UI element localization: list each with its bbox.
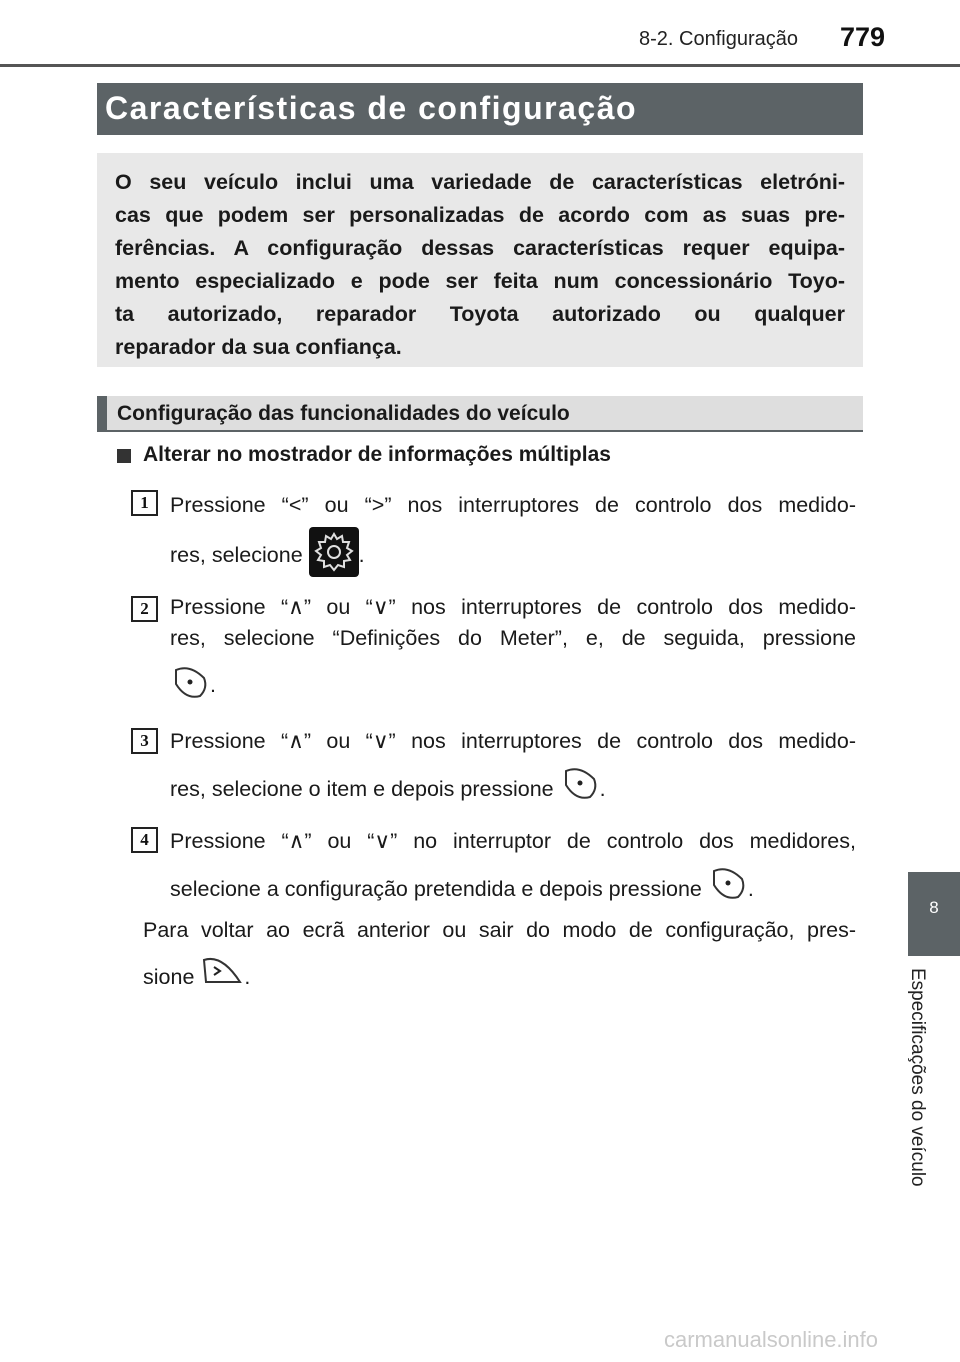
step-text: . xyxy=(747,877,754,902)
intro-line: mento especializado e pode ser feita num concessionário Toyo- xyxy=(115,269,845,293)
section-header: 8-2. Configuração xyxy=(639,28,798,50)
step-number: 2 xyxy=(131,596,158,622)
note-line: Para voltar ao ecrã anterior ou sair do modo de configuração, pres- xyxy=(143,918,856,942)
note-text: sione xyxy=(143,965,195,990)
note-text: . xyxy=(244,965,251,990)
subsection-bar xyxy=(97,396,863,432)
title-bar xyxy=(97,83,863,135)
step-4 xyxy=(170,820,856,918)
step-line xyxy=(170,662,856,711)
step-line xyxy=(170,763,856,818)
header-divider xyxy=(0,64,960,67)
watermark: carmanualsonline.info xyxy=(664,1327,879,1352)
page-title: Características de configuração xyxy=(105,90,638,126)
step-text: res, selecione o item e depois pressione xyxy=(170,777,554,802)
step-text: . xyxy=(358,543,365,567)
enter-button-icon xyxy=(170,662,210,711)
step-number: 4 xyxy=(131,827,158,853)
note xyxy=(143,908,856,1005)
intro-text xyxy=(115,166,845,364)
page-number: 779 xyxy=(840,22,886,52)
step-line: Pressione “∧” ou “∨” nos interruptores de controlo dos medido- xyxy=(170,595,856,619)
step-line: Pressione “<” ou “>” nos interruptores de controlo dos medido- xyxy=(170,493,856,517)
step-number: 1 xyxy=(131,490,158,516)
intro-line: ferências. A configuração dessas características requer equipa- xyxy=(115,236,845,260)
enter-button-icon xyxy=(560,763,600,818)
bullet-heading: Alterar no mostrador de informações múltiplas xyxy=(143,443,611,466)
step-2 xyxy=(170,592,856,711)
step-1 xyxy=(170,480,856,581)
step-line: res, selecione “Definições do Meter”, e, de seguida, pressione xyxy=(170,626,856,650)
step-line: Pressione “∧” ou “∨” nos interruptores de controlo dos medido- xyxy=(170,729,856,753)
step-text: res, selecione xyxy=(170,543,303,567)
intro-line: reparador da sua confiança. xyxy=(115,335,402,359)
step-line: Pressione “∧” ou “∨” no interruptor de controlo dos medidores, xyxy=(170,829,856,853)
bullet-square-icon xyxy=(117,449,131,463)
chapter-label: Especificações do veículo xyxy=(907,968,928,1187)
step-text: . xyxy=(599,777,606,802)
step-text: selecione a configuração pretendida e depois pressione xyxy=(170,877,702,902)
gear-icon xyxy=(309,527,359,577)
intro-box xyxy=(97,153,863,367)
chapter-tab xyxy=(908,872,960,956)
step-number: 3 xyxy=(131,728,158,754)
step-3 xyxy=(170,720,856,818)
chapter-number: 8 xyxy=(929,898,939,917)
step-text: . xyxy=(210,673,216,698)
back-button-icon xyxy=(200,952,244,1005)
intro-line: ta autorizado, reparador Toyota autorizado ou qualquer xyxy=(115,302,845,326)
intro-line: O seu veículo inclui uma variedade de características eletróni- xyxy=(115,170,845,194)
step-line xyxy=(170,530,856,581)
intro-line: cas que podem ser personalizadas de acordo com as suas pre- xyxy=(115,203,845,227)
note-line xyxy=(143,952,856,1005)
subsection-title: Configuração das funcionalidades do veículo xyxy=(117,402,570,425)
